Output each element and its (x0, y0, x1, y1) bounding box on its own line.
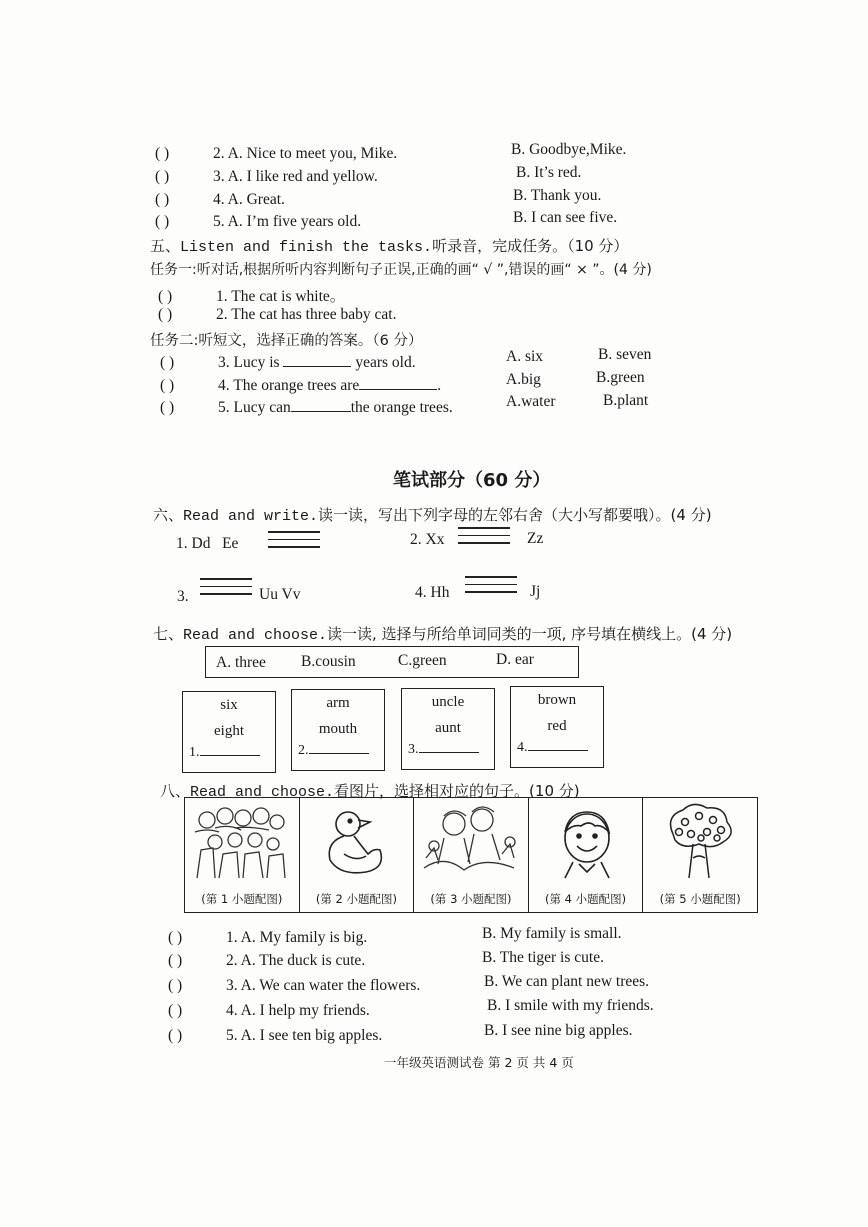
answer-line[interactable] (309, 741, 369, 754)
picture-3: (第 3 小题配图) (414, 798, 529, 912)
task2-item-3: ( ) 3. Lucy is years old. (160, 354, 416, 371)
option-b: B.green (596, 369, 645, 386)
option-b: B. I see nine big apples. (484, 1022, 633, 1039)
option-d: D. ear (496, 651, 534, 668)
option-a: A. six (506, 348, 544, 365)
option-b: B. Goodbye,Mike. (511, 141, 627, 158)
answer-paren[interactable]: ( ) (155, 145, 170, 162)
option-a: 4. A. Great. (213, 191, 285, 208)
option-a: A. three (216, 654, 266, 671)
answer-paren[interactable]: ( ) (160, 354, 175, 371)
choice-row-3 (155, 168, 378, 186)
task-1-instruction: 任务一:听对话,根据所听内容判断句子正误,正确的画“ √ ”,错误的画“ × ”。(4 分) (150, 262, 652, 278)
picture-1: (第 1 小题配图) (185, 798, 300, 912)
choice-row-5 (155, 213, 361, 231)
answer-paren[interactable]: ( ) (168, 1027, 183, 1044)
picture-item-3: ( ) 3. A. We can water the flowers. (168, 977, 421, 994)
task1-item-1: ( ) 1. The cat is white。 (158, 288, 346, 305)
option-b: B. Thank you. (513, 187, 602, 204)
written-part-title: 笔试部分（60 分） (393, 470, 551, 491)
letter-q2: 2. Xx (410, 531, 445, 548)
option-b: B. It’s red. (516, 164, 582, 181)
picture-4: (第 4 小题配图) (529, 798, 644, 912)
answer-paren[interactable]: ( ) (168, 1002, 183, 1019)
duck-icon (300, 798, 412, 888)
task1-item-2: ( ) 2. The cat has three baby cat. (158, 306, 397, 323)
picture-item-4: ( ) 4. A. I help my friends. (168, 1002, 370, 1019)
option-a: A.big (506, 371, 541, 388)
word-card-4: brown red 4. (510, 686, 604, 768)
answer-paren[interactable]: ( ) (155, 213, 170, 230)
letter-q4: 4. Hh (415, 584, 450, 601)
answer-paren[interactable]: ( ) (168, 977, 183, 994)
picture-item-5: ( ) 5. A. I see ten big apples. (168, 1027, 383, 1044)
answer-paren[interactable]: ( ) (168, 952, 183, 969)
option-b: B. We can plant new trees. (484, 973, 650, 990)
option-b: B. seven (598, 346, 652, 363)
option-a: 3. A. I like red and yellow. (213, 168, 378, 185)
option-b: B.plant (603, 392, 649, 409)
smiling-boy-icon (529, 798, 641, 888)
answer-paren[interactable]: ( ) (155, 168, 170, 185)
section-8-heading: 八、Read and choose.看图片，选择相对应的句子。(10 分) (160, 782, 580, 801)
picture-item-2: ( ) 2. A. The duck is cute. (168, 952, 366, 969)
answer-line[interactable] (419, 740, 479, 753)
answer-paren[interactable]: ( ) (160, 399, 175, 416)
letter-q3: 3. (177, 588, 189, 605)
answer-paren[interactable]: ( ) (158, 288, 173, 305)
option-a: 5. A. I’m five years old. (213, 213, 362, 230)
page-footer: 一年级英语测试卷 第 2 页 共 4 页 (384, 1055, 574, 1070)
fill-blank[interactable] (291, 397, 351, 412)
option-c: C.green (398, 652, 447, 669)
writing-lines[interactable] (268, 531, 320, 554)
writing-lines[interactable] (458, 527, 510, 550)
option-b: B. I smile with my friends. (487, 997, 654, 1014)
option-a: A.water (506, 393, 556, 410)
apple-tree-icon (643, 798, 755, 888)
picture-row (184, 797, 758, 913)
answer-paren[interactable]: ( ) (168, 929, 183, 946)
writing-lines[interactable] (465, 576, 517, 599)
answer-line[interactable] (200, 743, 260, 756)
children-planting-icon (414, 798, 528, 888)
word-card-2: arm mouth 2. (291, 689, 385, 771)
writing-lines[interactable] (200, 578, 252, 601)
option-b: B. I can see five. (513, 209, 618, 226)
picture-item-1: ( ) 1. A. My family is big. (168, 929, 368, 946)
option-a: 2. A. Nice to meet you, Mike. (213, 145, 398, 162)
answer-paren[interactable]: ( ) (158, 306, 173, 323)
section-5-heading: 五、Listen and finish the tasks.听录音，完成任务。（10 分） (150, 237, 629, 256)
letter-q4-given: Jj (530, 583, 541, 600)
family-crowd-icon (185, 798, 297, 888)
fill-blank[interactable] (359, 375, 437, 390)
letter-q3-given: Uu Vv (259, 586, 301, 603)
option-b: B.cousin (301, 653, 356, 670)
task2-item-4: ( ) 4. The orange trees are . (160, 377, 442, 394)
letter-q2-given: Zz (527, 530, 544, 547)
choice-row-4 (155, 191, 285, 209)
section-6-heading: 六、Read and write.读一读，写出下列字母的左邻右舍（大小写都要哦）。(4 分) (153, 506, 712, 525)
option-b: B. My family is small. (482, 925, 622, 942)
picture-5: (第 5 小题配图) (643, 798, 757, 912)
word-card-1: six eight 1. (182, 691, 276, 773)
answer-paren[interactable]: ( ) (160, 377, 175, 394)
word-card-3: uncle aunt 3. (401, 688, 495, 770)
word-options-box (205, 646, 579, 678)
letter-q1: 1. Dd Ee (176, 535, 239, 552)
choice-row-2 (155, 145, 397, 163)
section-7-heading: 七、Read and choose.读一读, 选择与所给单词同类的一项, 序号填在横线上。(4 分) (153, 625, 733, 644)
option-b: B. The tiger is cute. (482, 949, 604, 966)
answer-line[interactable] (528, 738, 588, 751)
task-2-instruction: 任务二:听短文，选择正确的答案。（6 分） (150, 333, 423, 349)
task2-item-5: ( ) 5. Lucy can the orange trees. (160, 399, 453, 416)
picture-2: (第 2 小题配图) (300, 798, 415, 912)
answer-paren[interactable]: ( ) (155, 191, 170, 208)
fill-blank[interactable] (283, 352, 351, 367)
